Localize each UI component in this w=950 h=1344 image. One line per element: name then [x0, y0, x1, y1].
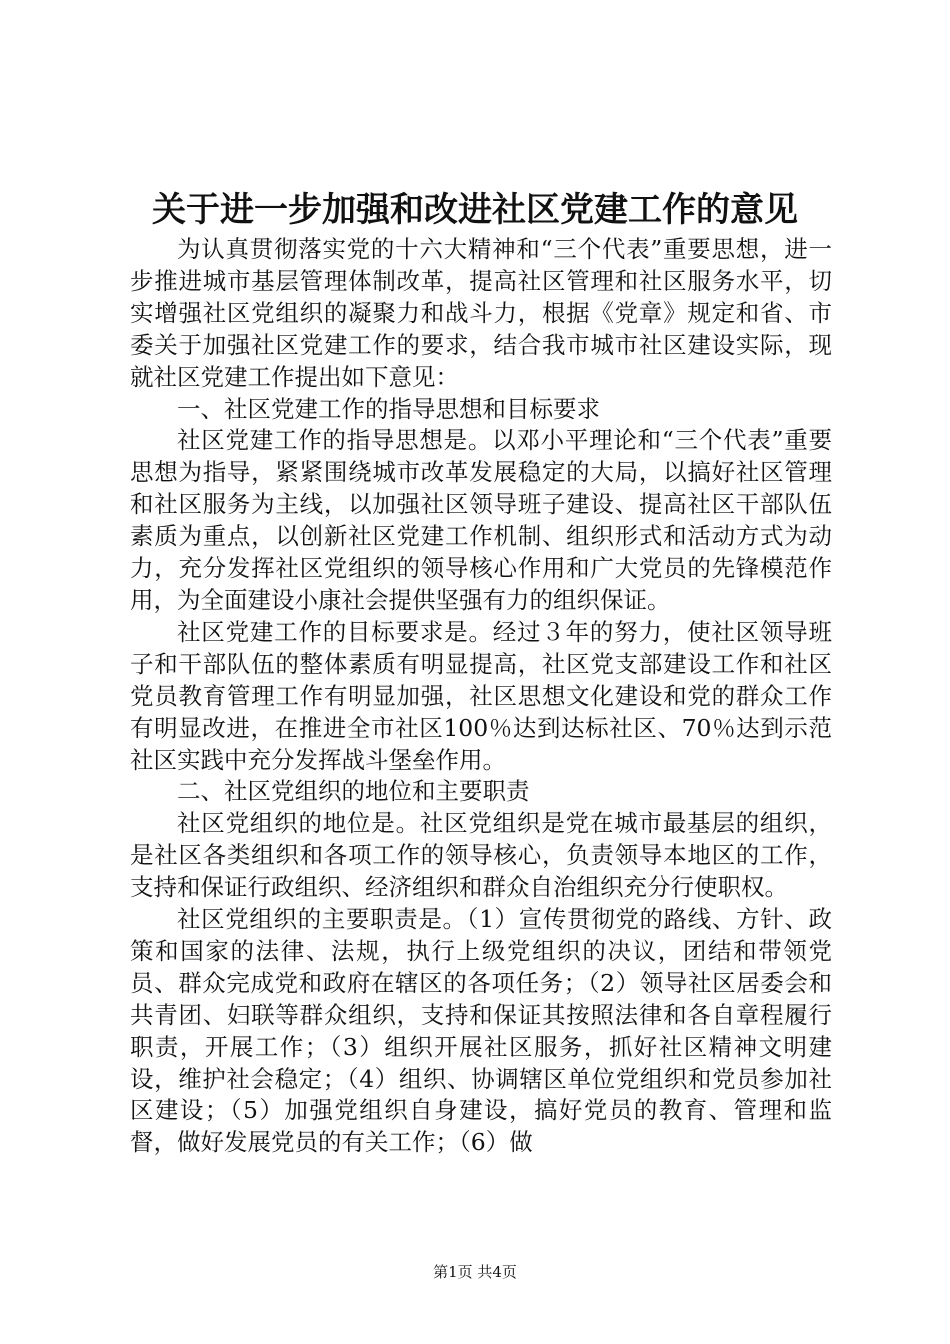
status-paragraph: 社区党组织的地位是。社区党组织是党在城市最基层的组织，是社区各类组织和各项工作的领导核心，负责领导本地区的工作，支持和保证行政组织、经济组织和群众自治组织充分行使职权。 [130, 809, 832, 902]
guiding-thought-paragraph: 社区党建工作的指导思想是。以邓小平理论和“三个代表”重要思想为指导，紧紧围绕城市改革发展稳定的大局，以搞好社区管理和社区服务为主线，以加强社区领导班子建设、提高社区干部队伍素质为重点，以创新社区党建工作机制、组织形式和活动方式为动力，充分发挥社区党组织的领导核心作用和广大党员的先锋模范作用，为全面建设小康社会提供坚强有力的组织保证。 [130, 426, 832, 614]
document-body [130, 234, 832, 1159]
page-title: 关于进一步加强和改进社区党建工作的意见 [152, 190, 798, 230]
section-heading-2: 二、社区党组织的地位和主要职责 [177, 777, 530, 806]
goal-requirements-paragraph: 社区党建工作的目标要求是。经过３年的努力，使社区领导班子和干部队伍的整体素质有明显提高，社区党支部建设工作和社区党员教育管理工作有明显加强，社区思想文化建设和党的群众工作有明显改进，在推进全市社区100％达到达标社区、70％达到示范社区实践中充分发挥战斗堡垒作用。 [130, 617, 832, 774]
duties-paragraph: 社区党组织的主要职责是。（1）宣传贯彻党的路线、方针、政策和国家的法律、法规，执行上级党组织的决议，团结和带领党员、群众完成党和政府在辖区的各项任务；（2）领导社区居委会和共青团、妇联等群众组织，支持和保证其按照法律和各自章程履行职责，开展工作；（3）组织开展社区服务，抓好社区精神文明建设，维护社会稳定；（4）组织、协调辖区单位党组织和党员参加社区建设；（5）加强党组织自身建设，搞好党员的教育、管理和监督，做好发展党员的有关工作；（6）做 [130, 905, 832, 1157]
intro-paragraph: 为认真贯彻落实党的十六大精神和“三个代表”重要思想，进一步推进城市基层管理体制改革，提高社区管理和社区服务水平，切实增强社区党组织的凝聚力和战斗力，根据《党章》规定和省、市委关于加强社区党建工作的要求，结合我市城市社区建设实际，现就社区党建工作提出如下意见： [130, 235, 832, 391]
page-footer: 第1页 共4页 [433, 1263, 517, 1281]
section-heading-1: 一、社区党建工作的指导思想和目标要求 [177, 394, 600, 423]
